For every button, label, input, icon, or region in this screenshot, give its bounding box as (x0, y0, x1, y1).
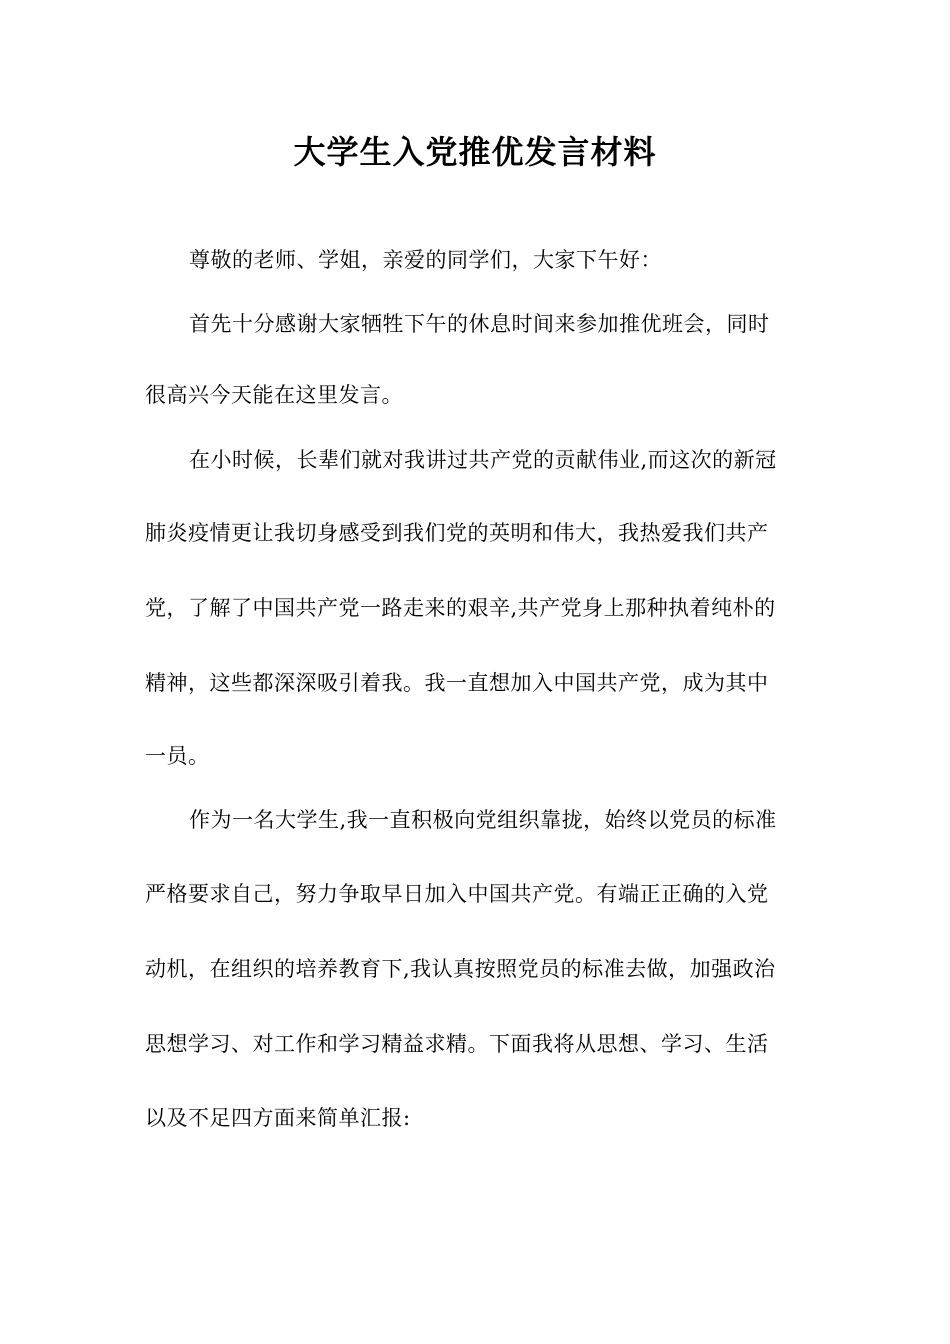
paragraph-greeting: 尊敬的老师、学姐，亲爱的同学们，大家下午好： (189, 248, 662, 272)
paragraph-line: 肺炎疫情更让我切身感受到我们党的英明和伟大，我热爱我们共产 (145, 521, 769, 545)
paragraph-line: 党，了解了中国共产党一路走来的艰辛,共产党身上那种执着纯朴的 (145, 596, 776, 620)
paragraph-line: 思想学习、对工作和学习精益求精。下面我将从思想、学习、生活 (145, 1032, 769, 1056)
paragraph-line: 在小时候，长辈们就对我讲过共产党的贡献伟业,而这次的新冠 (189, 448, 777, 472)
paragraph-line: 严格要求自己，努力争取早日加入中国共产党。有端正正确的入党 (145, 882, 769, 906)
paragraph-line: 作为一名大学生,我一直积极向党组织靠拢，始终以党员的标准 (189, 808, 777, 832)
paragraph-line: 以及不足四方面来简单汇报: (145, 1106, 411, 1130)
paragraph-line: 很高兴今天能在这里发言。 (145, 383, 403, 407)
paragraph-line: 首先十分感谢大家牺牲下午的休息时间来参加推优班会，同时 (189, 312, 770, 336)
document-title: 大学生入党推优发言材料 (293, 133, 657, 171)
paragraph-line: 精神，这些都深深吸引着我。我一直想加入中国共产党，成为其中 (145, 671, 769, 695)
paragraph-line: 一员。 (145, 744, 210, 768)
paragraph-line: 动机，在组织的培养教育下,我认真按照党员的标准去做，加强政治 (145, 957, 776, 981)
